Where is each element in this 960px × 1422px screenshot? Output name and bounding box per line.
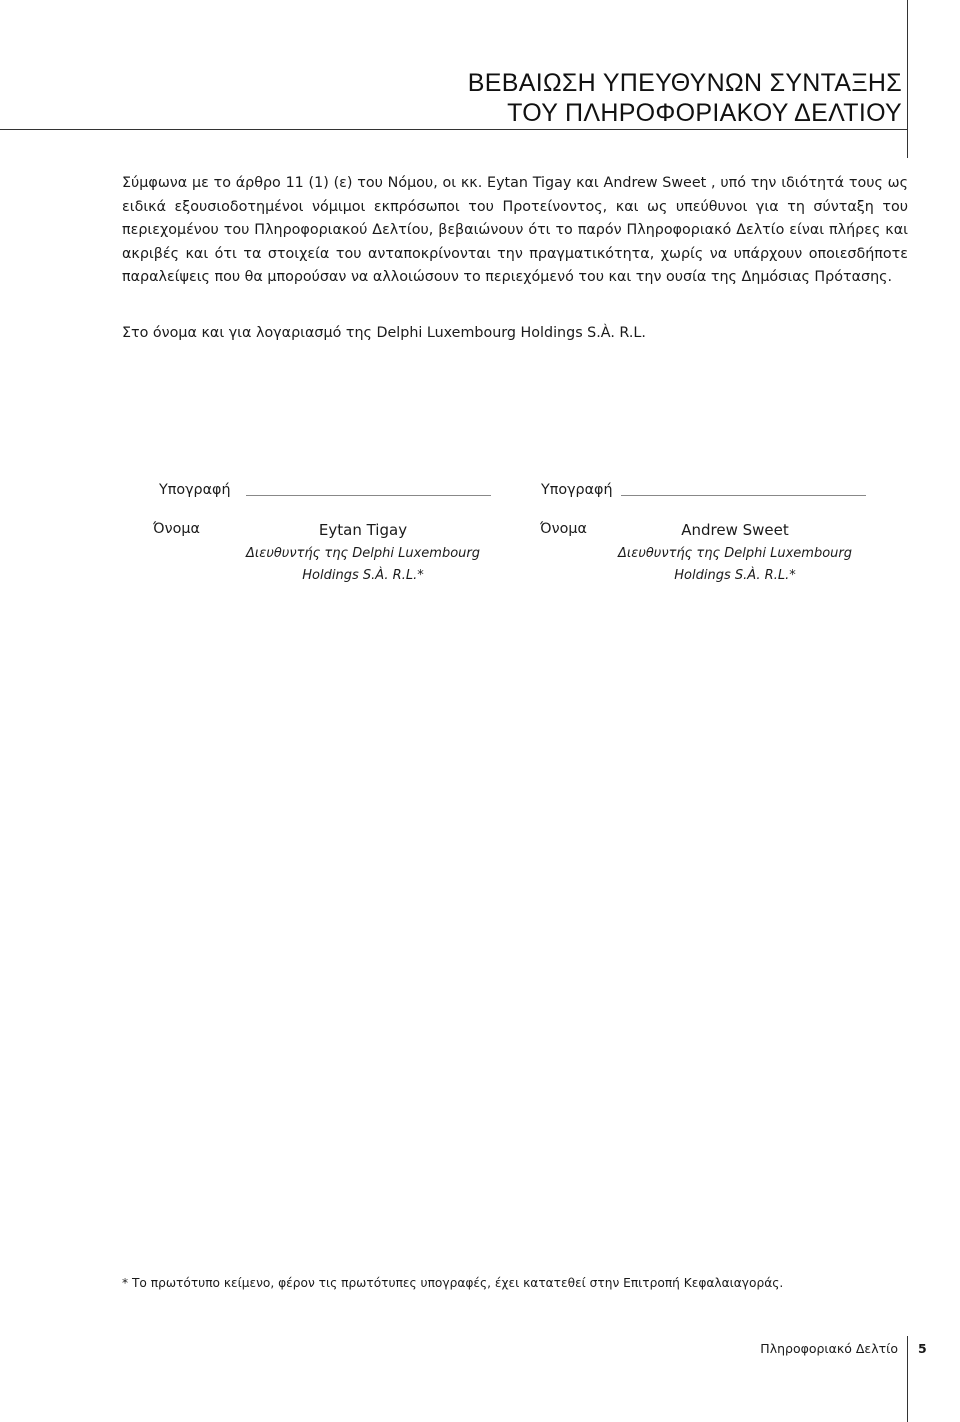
signatory-role-line-1: Διευθυντής της Delphi Luxembourg	[618, 546, 852, 561]
signatory-role-line-2: Holdings S.À. R.L.*	[302, 567, 424, 583]
signatory-role-line-2: Holdings S.À. R.L.*	[674, 567, 796, 583]
page-title-line-2: ΤΟΥ ΠΛΗΡΟΦΟΡΙΑΚΟΥ ΔΕΛΤΙΟΥ	[507, 99, 902, 127]
signatory-role-line-1: Διευθυντής της Delphi Luxembourg	[246, 546, 480, 561]
signature-label: Υπογραφή	[541, 482, 613, 498]
declaration-paragraph: Σύμφωνα με το άρθρο 11 (1) (ε) του Νόμου, οι κκ. Eytan Tigay και Andrew Sweet , υπό την ιδιότητά τους ως ειδικά εξουσιοδοτημένοι νόμιμοι εκπρόσωποι του Προτείνοντος, και ως υπεύθυνοι για τη σύνταξη του περιεχομένου του Πληροφοριακού Δελτίου, βεβαιώνουν ότι το παρόν Πληροφοριακό Δελτίο είναι πλήρες και ακριβές και ότι τα στοιχεία του ανταποκρίνονται την πραγματικότητα, χωρίς να υπάρχουν οποιεσδήποτε παραλείψεις που θα μπορούσαν να αλλοιώσουν το περιεχόμενό του και την ουσία της Δημόσιας Πρότασης.	[122, 175, 908, 285]
signature-label: Υπογραφή	[159, 482, 231, 498]
footer-document-title: Πληροφοριακό Δελτίο	[760, 1341, 898, 1356]
name-label: Όνομα	[153, 521, 200, 537]
signatory-role	[615, 543, 855, 586]
on-behalf-statement: Στο όνομα και για λογαριασμό της Delphi Luxembourg Holdings S.À. R.L.	[122, 325, 646, 341]
name-label: Όνομα	[540, 521, 587, 537]
signatory-name: Andrew Sweet	[681, 521, 789, 539]
title-underline-rule	[0, 129, 908, 130]
signature-line	[246, 495, 491, 496]
page-title	[468, 68, 902, 128]
page-number: 5	[918, 1341, 927, 1356]
page-title-line-1: ΒΕΒΑΙΩΣΗ ΥΠΕΥΘΥΝΩΝ ΣΥΝΤΑΞΗΣ	[467, 69, 902, 97]
signature-line	[621, 495, 866, 496]
signatory-role	[243, 543, 483, 586]
footnote: * Το πρωτότυπο κείμενο, φέρον τις πρωτότυπες υπογραφές, έχει κατατεθεί στην Επιτροπή Κεφαλαιαγοράς.	[122, 1276, 784, 1290]
top-right-vertical-rule	[907, 0, 908, 158]
signatory-name: Eytan Tigay	[318, 521, 408, 539]
footer-vertical-rule	[907, 1336, 908, 1422]
